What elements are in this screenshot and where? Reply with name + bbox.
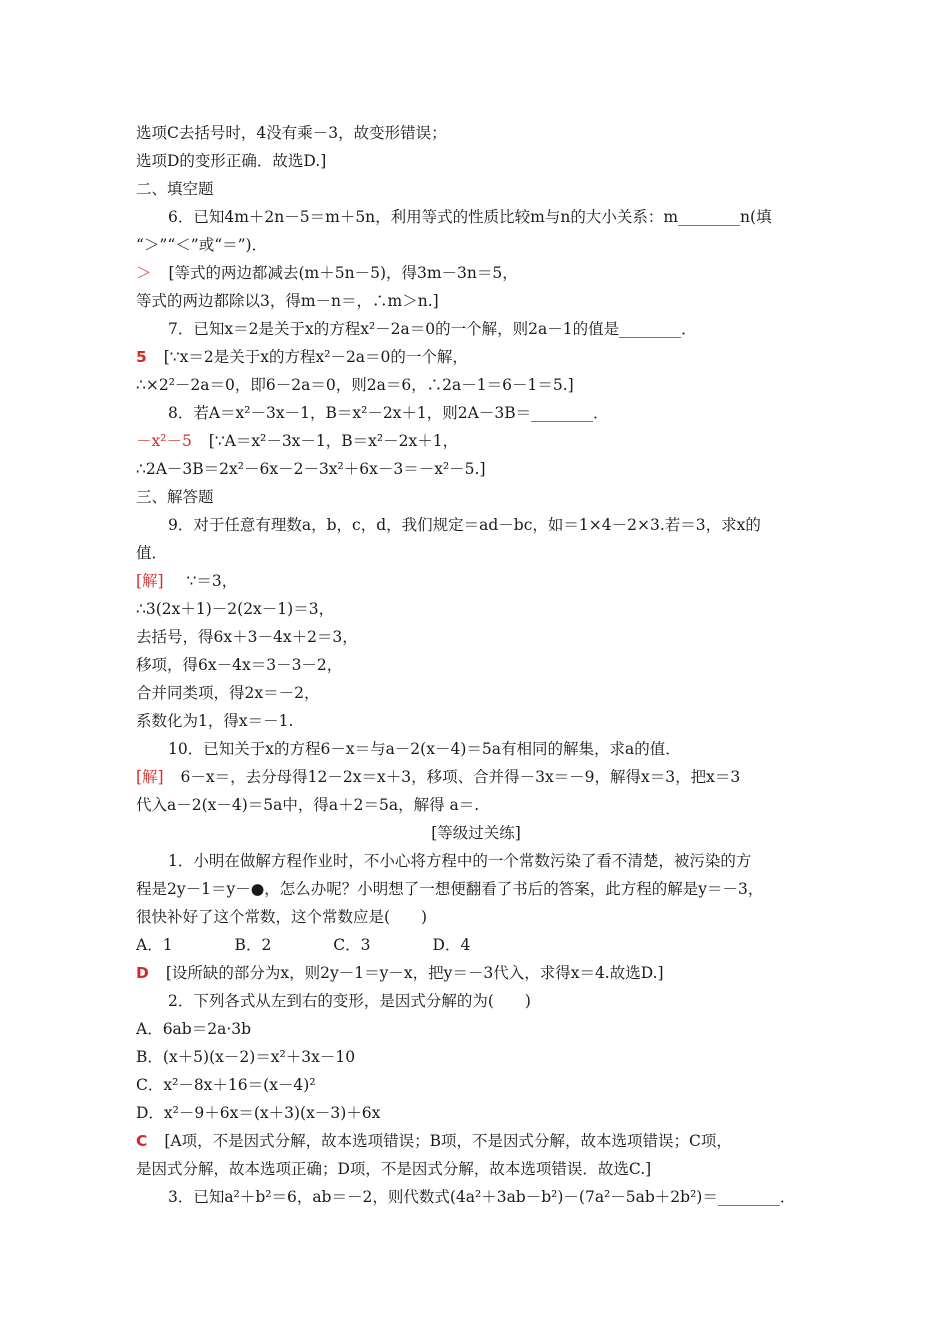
grade-question-2: 2．下列各式从左到右的变形，是因式分解的为( ) xyxy=(168,992,531,1010)
text-line: 程是2y－1＝y－●，怎么办呢？小明想了一想便翻看了书后的答案，此方程的解是y＝－3， xyxy=(136,880,764,898)
solution-step: 系数化为1，得x＝－1. xyxy=(136,712,294,730)
explanation: [设所缺的部分为x，则2y－1＝y－x，把y＝－3代入，求得x＝4.故选D.] xyxy=(165,964,664,982)
option-d: D．x²－9＋6x＝(x＋3)(x－3)＋6x xyxy=(136,1104,381,1122)
text-line: 值． xyxy=(136,544,168,562)
answer-8: －x²－5 xyxy=(136,432,192,450)
solution-label: [解] xyxy=(136,768,164,786)
question-6: 6．已知4m＋2n－5＝m＋5n，利用等式的性质比较m与n的大小关系：m________n(填 xyxy=(168,208,772,226)
text-line: “＞”“＜”或“＝”)． xyxy=(136,236,268,254)
solution-step: 移项，得6x－4x＝3－3－2， xyxy=(136,656,343,674)
solution-step: 代入a－2(x－4)＝5a中，得a＋2＝5a，解得 a＝. xyxy=(136,796,480,814)
explanation: [∵A＝x²－3x－1，B＝x²－2x＋1， xyxy=(208,432,459,450)
section-heading: [等级过关练] xyxy=(431,824,521,842)
solution-step: 去括号，得6x＋3－4x＋2＝3， xyxy=(136,628,358,646)
text-line: ∴2A－3B＝2x²－6x－2－3x²＋6x－3＝－x²－5.] xyxy=(136,460,486,478)
text-line: 等式的两边都除以3，得m－n＝，∴m＞n.] xyxy=(136,292,439,310)
grade-question-3: 3．已知a²＋b²＝6，ab＝－2，则代数式(4a²＋3ab－b²)－(7a²－5ab＋2b²)＝________． xyxy=(168,1188,796,1206)
answer-9-line xyxy=(136,567,816,595)
options-line: A．1 B．2 C．3 D．4 xyxy=(136,936,471,954)
answer-6-line xyxy=(136,259,816,287)
solution-step: 6－x＝，去分母得12－2x＝x＋3，移项、合并得－3x＝－9，解得x＝3，把x＝3 xyxy=(180,768,741,786)
section-heading: 三、解答题 xyxy=(136,488,214,506)
option-b: B．(x＋5)(x－2)＝x²＋3x－10 xyxy=(136,1048,356,1066)
option-c: C．x²－8x＋16＝(x－4)² xyxy=(136,1076,316,1094)
text-line: 选项C去括号时，4没有乘－3，故变形错误； xyxy=(136,124,447,142)
grade-answer-1-line xyxy=(136,959,816,987)
grade-answer-1: D xyxy=(136,964,149,982)
text-line: 是因式分解，故本选项正确；D项，不是因式分解，故本选项错误．故选C.] xyxy=(136,1160,652,1178)
option-a: A．6ab＝2a·3b xyxy=(136,1020,252,1038)
solution-step: ∵＝3， xyxy=(186,572,238,590)
answer-10-line xyxy=(136,763,816,791)
question-9: 9．对于任意有理数a，b，c，d，我们规定＝ad－bc，如＝1×4－2×3.若＝3，求x的 xyxy=(168,516,761,534)
section-heading: 二、填空题 xyxy=(136,180,214,198)
grade-question-1: 1．小明在做解方程作业时，不小心将方程中的一个常数污染了看不清楚，被污染的方 xyxy=(168,852,752,870)
solution-label: [解] xyxy=(136,572,164,590)
grade-answer-2: C xyxy=(136,1132,148,1150)
text-line: 选项D的变形正确．故选D.] xyxy=(136,152,327,170)
explanation: [A项，不是因式分解，故本选项错误；B项，不是因式分解，故本选项错误；C项， xyxy=(164,1132,732,1150)
grade-answer-2-line xyxy=(136,1127,816,1155)
explanation: [∵x＝2是关于x的方程x²－2a＝0的一个解， xyxy=(163,348,468,366)
answer-7-line xyxy=(136,343,816,371)
question-10: 10．已知关于x的方程6－x＝与a－2(x－4)＝5a有相同的解集，求a的值． xyxy=(168,740,681,758)
explanation: [等式的两边都减去(m＋5n－5)，得3m－3n＝5， xyxy=(168,264,518,282)
solution-step: 合并同类项，得2x＝－2， xyxy=(136,684,320,702)
answer-7: 5 xyxy=(136,348,147,366)
question-8: 8．若A＝x²－3x－1，B＝x²－2x＋1，则2A－3B＝________． xyxy=(168,404,609,422)
text-line: ∴×2²－2a＝0，即6－2a＝0，则2a＝6，∴2a－1＝6－1＝5.] xyxy=(136,376,574,394)
question-7: 7．已知x＝2是关于x的方程x²－2a＝0的一个解，则2a－1的值是________． xyxy=(168,320,697,338)
text-line: 很快补好了这个常数，这个常数应是( ) xyxy=(136,908,428,926)
solution-step: ∴3(2x＋1)－2(2x－1)＝3， xyxy=(136,600,335,618)
answer-6: ＞ xyxy=(136,264,152,282)
answer-8-line xyxy=(136,427,816,455)
